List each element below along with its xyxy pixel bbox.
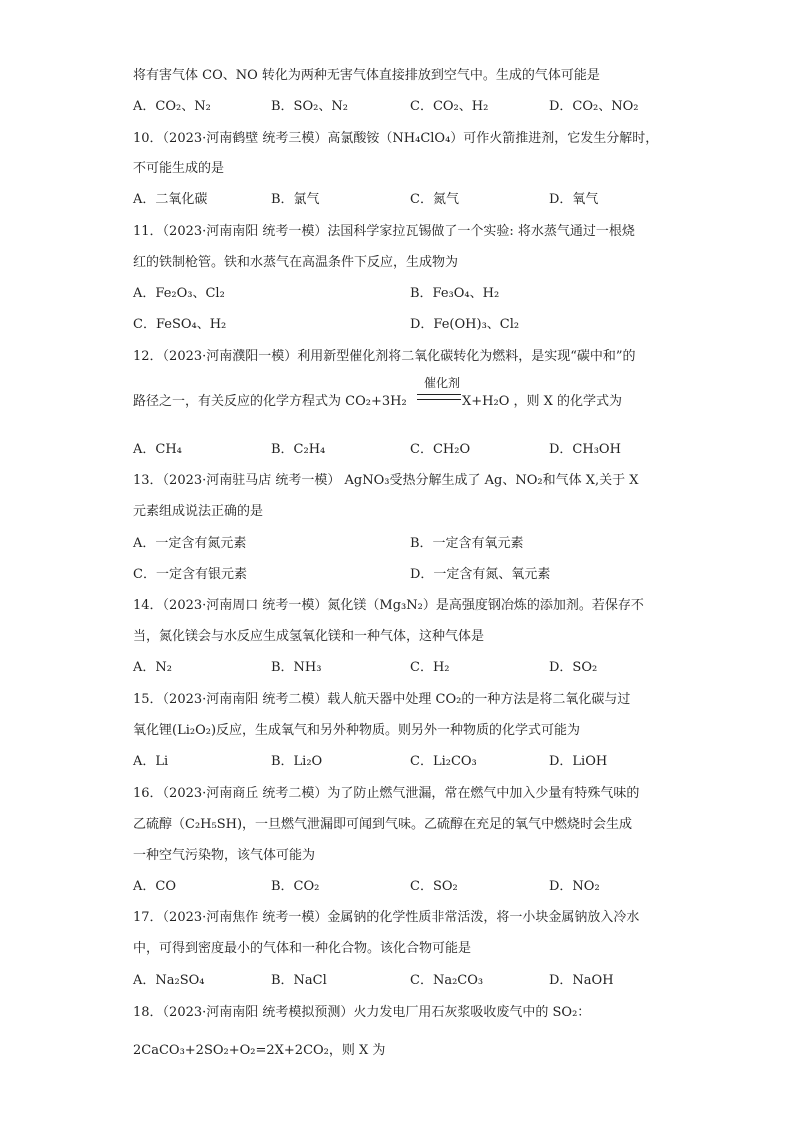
q12-line-2-suffix: X+H₂O ，则 X 的化学式为 <box>462 394 623 409</box>
q17-option-b: B．NaCl <box>271 973 327 988</box>
q17-option-a: A．Na₂SO₄ <box>133 973 205 988</box>
q13-option-a: A．一定含有氮元素 <box>133 536 247 551</box>
q11-line-1: 11．（2023·河南南阳 统考一模）法国科学家拉瓦锡做了一个实验: 将水蒸气通过一根烧 <box>133 224 635 239</box>
q12-option-d: D．CH₃OH <box>549 442 621 457</box>
q14-option-a: A．N₂ <box>133 660 172 675</box>
q11-option-a: A．Fe₂O₃、Cl₂ <box>133 286 225 301</box>
q9-option-c: C．CO₂、H₂ <box>410 99 489 114</box>
q14-option-c: C．H₂ <box>410 660 450 675</box>
q16-option-c: C．SO₂ <box>410 879 458 894</box>
q14-option-d: D．SO₂ <box>549 660 598 675</box>
q16-option-b: B．CO₂ <box>271 879 320 894</box>
q12-line-2-prefix: 路径之一，有关反应的化学方程式为 CO₂+3H₂ <box>133 394 407 409</box>
q15-option-b: B．Li₂O <box>271 754 323 769</box>
q11-option-c: C．FeSO₄、H₂ <box>133 317 227 332</box>
q10-option-c: C．氮气 <box>410 192 459 207</box>
reaction-equals-sign <box>417 394 461 400</box>
q10-line-2: 不可能生成的是 <box>133 161 225 176</box>
q15-option-d: D．LiOH <box>549 754 608 769</box>
q17-option-c: C．Na₂CO₃ <box>410 973 484 988</box>
q13-line-1: 13．（2023·河南驻马店 统考一模） AgNO₃受热分解生成了 Ag、NO₂和气体 X,关于 X <box>133 473 639 488</box>
q14-option-b: B．NH₃ <box>271 660 322 675</box>
q9-option-a: A．CO₂、N₂ <box>133 99 211 114</box>
q11-option-d: D．Fe(OH)₃、Cl₂ <box>410 317 520 332</box>
q12-option-a: A．CH₄ <box>133 442 182 457</box>
q13-option-c: C．一定含有银元素 <box>133 567 247 582</box>
q15-line-2: 氧化锂(Li₂O₂)反应，生成氧气和另外种物质。则另外一种物质的化学式可能为 <box>133 723 581 738</box>
q16-line-1: 16．（2023·河南商丘 统考二模）为了防止燃气泄漏，常在燃气中加入少量有特殊气味的 <box>133 786 640 801</box>
q10-option-a: A．二氧化碳 <box>133 192 208 207</box>
q10-option-d: D．氧气 <box>549 192 599 207</box>
q13-option-b: B．一定含有氧元素 <box>410 536 524 551</box>
q12-option-c: C．CH₂O <box>410 442 471 457</box>
q17-line-2: 中，可得到密度最小的气体和一种化合物。该化合物可能是 <box>133 941 472 956</box>
catalyst-label: 催化剂 <box>423 376 460 390</box>
q18-equation: 2CaCO₃+2SO₂+O₂=2X+2CO₂，则 X 为 <box>133 1043 386 1058</box>
q15-line-1: 15．（2023·河南南阳 统考二模）载人航天器中处理 CO₂的一种方法是将二氧化碳与过 <box>133 692 631 707</box>
q13-option-d: D．一定含有氮、氧元素 <box>410 567 551 582</box>
q16-line-2: 乙硫醇（C₂H₅SH)，一旦燃气泄漏即可闻到气味。乙硫醇在充足的氧气中燃烧时会生成 <box>133 817 633 832</box>
q17-option-d: D．NaOH <box>549 973 614 988</box>
q15-option-a: A．Li <box>133 754 169 769</box>
q17-line-1: 17．（2023·河南焦作 统考一模）金属钠的化学性质非常活泼，将一小块金属钠放入冷水 <box>133 910 640 925</box>
q18-line-1: 18．（2023·河南南阳 统考模拟预测）火力发电厂用石灰浆吸收废气中的 SO₂： <box>133 1005 591 1020</box>
q10-option-b: B．氯气 <box>271 192 320 207</box>
q12-option-b: B．C₂H₄ <box>271 442 326 457</box>
q12-line-1: 12．（2023·河南濮阳一模）利用新型催化剂将二氧化碳转化为燃料，是实现“碳中和”的 <box>133 349 636 364</box>
q9-tail: 将有害气体 CO、NO 转化为两种无害气体直接排放到空气中。生成的气体可能是 <box>133 68 600 83</box>
q11-option-b: B．Fe₃O₄、H₂ <box>410 286 500 301</box>
q16-option-a: A．CO <box>133 879 176 894</box>
q9-option-b: B．SO₂、N₂ <box>271 99 348 114</box>
q14-line-1: 14．（2023·河南周口 统考一模）氮化镁（Mg₃N₂）是高强度钢冶炼的添加剂。若保存不 <box>133 598 644 613</box>
q10-line-1: 10．（2023·河南鹤壁 统考三模）高氯酸铵（NH₄ClO₄）可作火箭推进剂，它发生分解时， <box>133 131 659 146</box>
q13-line-2: 元素组成说法正确的是 <box>133 504 264 519</box>
q15-option-c: C．Li₂CO₃ <box>410 754 477 769</box>
q9-option-d: D．CO₂、NO₂ <box>549 99 639 114</box>
q11-line-2: 红的铁制枪管。铁和水蒸气在高温条件下反应，生成物为 <box>133 255 459 270</box>
q16-option-d: D．NO₂ <box>549 879 600 894</box>
q14-line-2: 当，氮化镁会与水反应生成氢氧化镁和一种气体，这种气体是 <box>133 629 485 644</box>
q16-line-3: 一种空气污染物，该气体可能为 <box>133 848 316 863</box>
